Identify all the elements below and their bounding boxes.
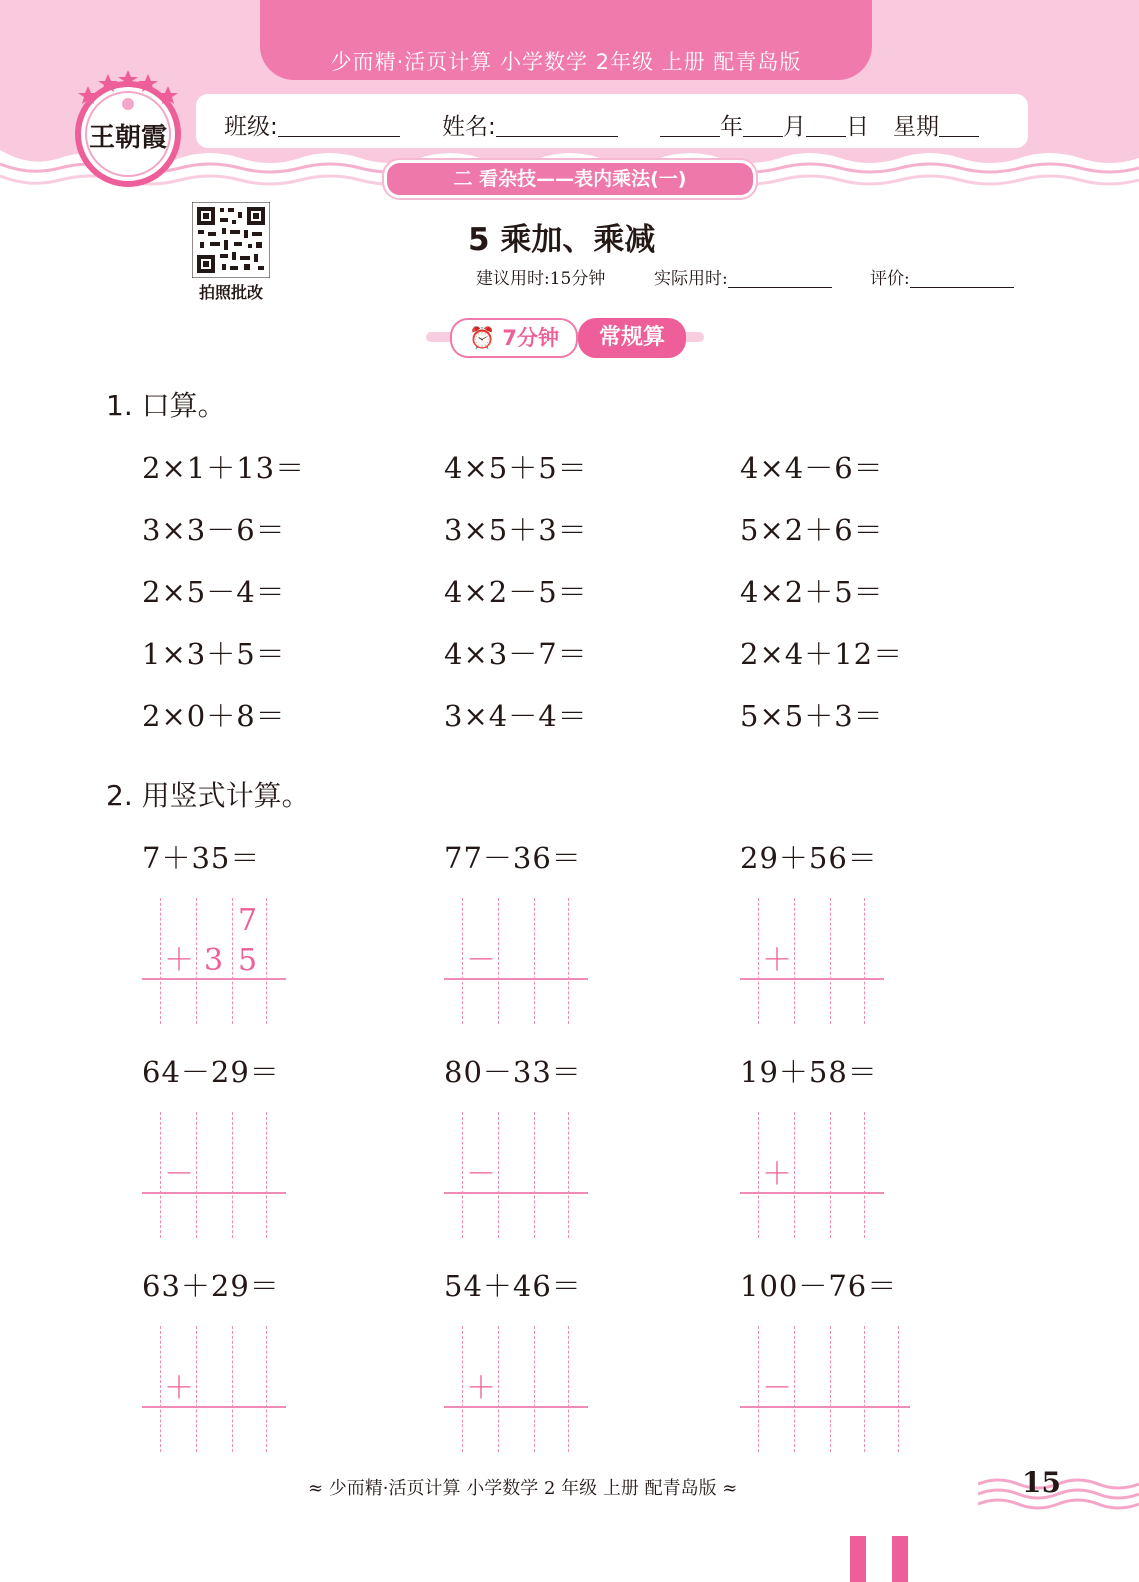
chapter-bar: 二 看杂技——表内乘法(一) [384, 160, 756, 198]
class-field [224, 108, 400, 141]
weekday-blank[interactable] [939, 114, 979, 137]
q1-r4-c1: 1×3＋5＝ [142, 637, 286, 671]
timer-text: 7分钟 [502, 326, 560, 350]
vertical-calc-grid-1[interactable] [142, 898, 286, 1024]
qr-code-icon[interactable] [192, 202, 270, 278]
date-field [660, 108, 979, 141]
vertical-calc-grid-6[interactable] [740, 1112, 884, 1238]
year-label: 年 [720, 114, 743, 140]
q1-r3-c3: 4×2＋5＝ [740, 575, 884, 609]
q2-item6-expr: 19＋58＝ [740, 1055, 878, 1089]
q2-item9-expr: 100－76＝ [740, 1269, 898, 1303]
actual-time-field [654, 264, 832, 289]
year-blank[interactable] [660, 114, 720, 137]
vertical-calc-grid-4[interactable] [142, 1112, 286, 1238]
q2-item7-expr: 63＋29＝ [142, 1269, 280, 1303]
lesson-title: 5 乘加、乘减 [468, 222, 656, 258]
brand-logo [74, 64, 194, 194]
q1-r5-c3: 5×5＋3＝ [740, 699, 884, 733]
q2-heading: 2. 用竖式计算。 [106, 779, 310, 812]
footer-text: ≈ 少而精·活页计算 小学数学 2 年级 上册 配青岛版 ≈ [308, 1478, 738, 1499]
plus-sign: ＋ [762, 943, 792, 978]
q2-item5-expr: 80－33＝ [444, 1055, 582, 1089]
vertical-calc-grid-7[interactable] [142, 1326, 286, 1452]
minus-sign: － [164, 1157, 194, 1192]
minus-sign: － [466, 943, 496, 978]
q1-r1-c3: 4×4－6＝ [740, 451, 884, 485]
example-digit-tens: 3 [204, 943, 224, 978]
q1-r5-c1: 2×0＋8＝ [142, 699, 286, 733]
q1-r3-c1: 2×5－4＝ [142, 575, 286, 609]
q1-r5-c2: 3×4－4＝ [444, 699, 588, 733]
q1-r1-c2: 4×5＋5＝ [444, 451, 588, 485]
rating-label: 评价: [870, 269, 910, 289]
q2-item8-expr: 54＋46＝ [444, 1269, 582, 1303]
rating-blank[interactable] [910, 269, 1014, 288]
q1-r2-c1: 3×3－6＝ [142, 513, 286, 547]
name-label: 姓名: [442, 114, 496, 140]
vertical-calc-grid-2[interactable] [444, 898, 588, 1024]
vertical-calc-grid-5[interactable] [444, 1112, 588, 1238]
q1-r4-c2: 4×3－7＝ [444, 637, 588, 671]
qr-label: 拍照批改 [198, 283, 263, 302]
plus-sign: ＋ [164, 1371, 194, 1406]
alarm-clock-icon: ⏰ [468, 326, 496, 350]
q1-heading: 1. 口算。 [106, 389, 226, 422]
vertical-calc-grid-8[interactable] [444, 1326, 588, 1452]
q1-r2-c2: 3×5＋3＝ [444, 513, 588, 547]
plus-sign: ＋ [466, 1371, 496, 1406]
binding-mark-right [892, 1536, 908, 1582]
q2-item1-expr: 7＋35＝ [142, 841, 261, 875]
month-blank[interactable] [743, 114, 783, 137]
month-label: 月 [783, 114, 806, 140]
actual-time-label: 实际用时: [654, 269, 728, 289]
class-label: 班级: [224, 114, 278, 140]
actual-time-blank[interactable] [728, 269, 832, 288]
minus-sign: － [762, 1371, 792, 1406]
vertical-calc-grid-3[interactable] [740, 898, 884, 1024]
q2-item3-expr: 29＋56＝ [740, 841, 878, 875]
example-digit-ones: 5 [238, 943, 258, 978]
suggested-time: 建议用时:15分钟 [476, 269, 606, 289]
plus-sign: ＋ [762, 1157, 792, 1192]
example-digit-top: 7 [238, 903, 258, 938]
day-label: 日 [846, 114, 869, 140]
rating-field [870, 264, 1014, 289]
binding-mark-left [850, 1536, 866, 1582]
q1-r4-c3: 2×4＋12＝ [740, 637, 904, 671]
plus-sign: ＋ [164, 943, 194, 978]
timer-tag: 常规算 [578, 318, 686, 358]
minus-sign: － [466, 1157, 496, 1192]
q1-r1-c1: 2×1＋13＝ [142, 451, 306, 485]
class-blank[interactable] [278, 114, 400, 137]
logo-text: 王朝霞 [88, 123, 168, 153]
day-blank[interactable] [806, 114, 846, 137]
page-number: 15 [1022, 1466, 1061, 1499]
vertical-calc-grid-9[interactable] [740, 1326, 910, 1452]
q2-item4-expr: 64－29＝ [142, 1055, 280, 1089]
q1-r2-c3: 5×2＋6＝ [740, 513, 884, 547]
name-field [442, 108, 618, 141]
timer-duration [450, 318, 578, 358]
name-blank[interactable] [496, 114, 618, 137]
weekday-label: 星期 [893, 114, 939, 140]
series-title: 少而精·活页计算 小学数学 2年级 上册 配青岛版 [330, 50, 802, 74]
q2-item2-expr: 77－36＝ [444, 841, 582, 875]
q1-r3-c2: 4×2－5＝ [444, 575, 588, 609]
